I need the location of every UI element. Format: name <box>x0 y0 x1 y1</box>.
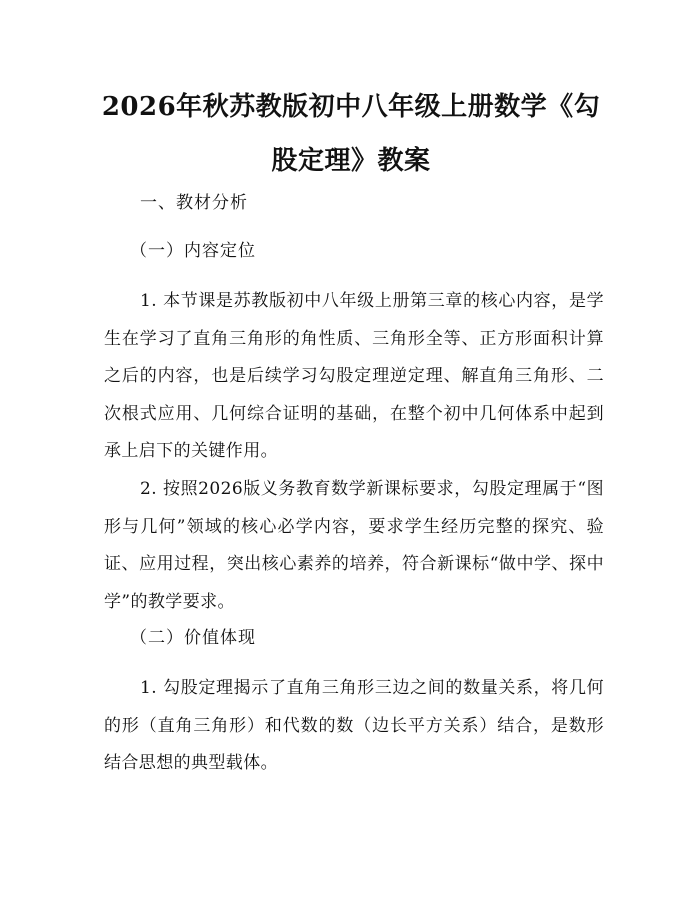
paragraph-value-1: 1. 勾股定理揭示了直角三角形三边之间的数量关系，将几何的形（直角三角形）和代数的数（边长平方关系）结合，是数形结合思想的典型载体。 <box>104 678 604 773</box>
paragraph-content-position-1: 1. 本节课是苏教版初中八年级上册第三章的核心内容，是学生在学习了直角三角形的角性质、三角形全等、正方形面积计算之后的内容，也是后续学习勾股定理逆定理、解直角三角形、二次根式应用、几何综合证明的基础，在整个初中几何体系中起到承上启下的关键作用。 <box>104 291 604 461</box>
section-heading-textbook-analysis: 一、教材分析 <box>140 193 248 213</box>
subsection-heading-value: （二）价值体现 <box>130 628 256 648</box>
document-title: 2026年秋苏教版初中八年级上册数学《勾股定理》教案 <box>101 92 601 176</box>
subsection-heading-content-position: （一）内容定位 <box>130 241 256 261</box>
paragraph-content-position-2: 2. 按照2026版义务教育数学新课标要求，勾股定理属于“图形与几何”领域的核心必学内容，要求学生经历完整的探究、验证、应用过程，突出核心素养的培养，符合新课标“做中学、探中学”的教学要求。 <box>104 479 604 612</box>
